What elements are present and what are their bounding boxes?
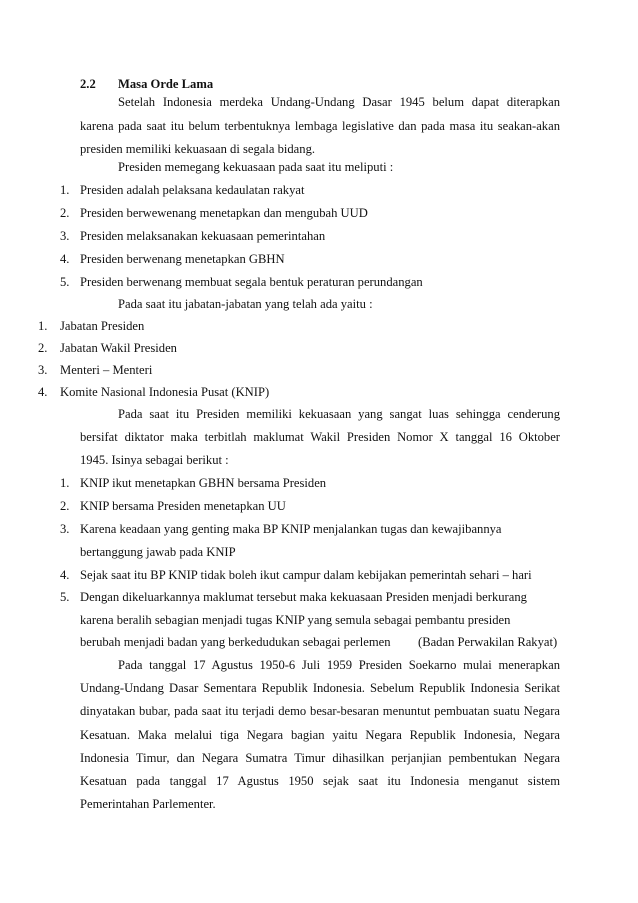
list3-item: KNIP bersama Presiden menetapkan UU xyxy=(80,499,286,513)
list2-number: 4. xyxy=(38,385,48,399)
paragraph-1-line-2: karena pada saat itu belum terbentuknya lembaga legislative dan pada masa itu seakan-akan xyxy=(80,119,560,133)
list3-number: 2. xyxy=(60,499,70,513)
paragraph-5-line-1: Pada tanggal 17 Agustus 1950-6 Juli 1959 Presiden Soekarno mulai menerapkan xyxy=(118,658,560,672)
paragraph-5-line-2: Undang-Undang Dasar Sementara Republik Indonesia. Sebelum Republik Indonesia Serikat xyxy=(80,681,560,695)
list3-item: Karena keadaan yang genting maka BP KNIP menjalankan tugas dan kewajibannya xyxy=(80,522,502,536)
paragraph-5-line-4: Kesatuan. Maka melalui tiga Negara bagian yaitu Negara Republik Indonesia, Negara xyxy=(80,728,560,742)
list3-item-parenthetical: (Badan Perwakilan Rakyat) xyxy=(418,635,558,649)
paragraph-5-line-5: Indonesia Timur, dan Negara Sumatra Timur dihasilkan perjanjian pembentukan Negara xyxy=(80,751,560,765)
list1-item: Presiden berwenang membuat segala bentuk peraturan perundangan xyxy=(80,275,423,289)
list1-number: 1. xyxy=(60,183,70,197)
list3-number: 3. xyxy=(60,522,70,536)
paragraph-1-line-3: presiden memiliki kekuasaan di segala bidang. xyxy=(80,142,316,156)
section-title: Masa Orde Lama xyxy=(118,77,214,91)
list1-number: 5. xyxy=(60,275,70,289)
paragraph-4-line-2: bersifat diktator maka terbitlah maklumat Wakil Presiden Nomor X tanggal 16 Oktober xyxy=(80,430,560,444)
list2-number: 1. xyxy=(38,319,48,333)
list2-item: Menteri – Menteri xyxy=(60,363,153,377)
list3-item-continuation: berubah menjadi badan yang berkedudukan sebagai perlemen xyxy=(80,635,391,649)
list3-number: 4. xyxy=(60,568,70,582)
list2-item: Jabatan Wakil Presiden xyxy=(60,341,177,355)
list2-number: 2. xyxy=(38,341,48,355)
list3-item: Sejak saat itu BP KNIP tidak boleh ikut campur dalam kebijakan pemerintah sehari – hari xyxy=(80,568,532,582)
list1-number: 2. xyxy=(60,206,70,220)
list1-number: 3. xyxy=(60,229,70,243)
list1-item: Presiden adalah pelaksana kedaulatan rakyat xyxy=(80,183,305,197)
list1-number: 4. xyxy=(60,252,70,266)
list1-item: Presiden berwewenang menetapkan dan mengubah UUD xyxy=(80,206,368,220)
paragraph-4-line-1: Pada saat itu Presiden memiliki kekuasaan yang sangat luas sehingga cenderung xyxy=(118,407,560,421)
section-number: 2.2 xyxy=(80,77,96,91)
paragraph-2: Presiden memegang kekuasaan pada saat itu meliputi : xyxy=(118,160,394,174)
list3-number: 5. xyxy=(60,590,70,604)
list3-item: KNIP ikut menetapkan GBHN bersama Presiden xyxy=(80,476,327,490)
list2-item: Komite Nasional Indonesia Pusat (KNIP) xyxy=(60,385,270,399)
paragraph-5-line-3: dinyatakan bubar, pada saat itu terjadi demo besar-besaran menuntut pembuatan suatu Negara xyxy=(80,704,560,718)
paragraph-3: Pada saat itu jabatan-jabatan yang telah ada yaitu : xyxy=(118,297,373,311)
list3-number: 1. xyxy=(60,476,70,490)
list3-item-continuation: karena beralih sebagian menjadi tugas KNIP yang semula sebagai pembantu presiden xyxy=(80,613,511,627)
list2-item: Jabatan Presiden xyxy=(60,319,145,333)
paragraph-5-line-6: Kesatuan pada tanggal 17 Agustus 1950 sejak saat itu Indonesia menganut sistem xyxy=(80,774,560,788)
list3-item: Dengan dikeluarkannya maklumat tersebut maka kekuasaan Presiden menjadi berkurang xyxy=(80,590,527,604)
paragraph-1-line-1: Setelah Indonesia merdeka Undang-Undang Dasar 1945 belum dapat diterapkan xyxy=(118,95,560,109)
paragraph-5-line-7: Pemerintahan Parlementer. xyxy=(80,797,216,811)
list2-number: 3. xyxy=(38,363,48,377)
list1-item: Presiden melaksanakan kekuasaan pemerintahan xyxy=(80,229,326,243)
list3-item-continuation: bertanggung jawab pada KNIP xyxy=(80,545,236,559)
paragraph-4-line-3: 1945. Isinya sebagai berikut : xyxy=(80,453,229,467)
list1-item: Presiden berwenang menetapkan GBHN xyxy=(80,252,285,266)
